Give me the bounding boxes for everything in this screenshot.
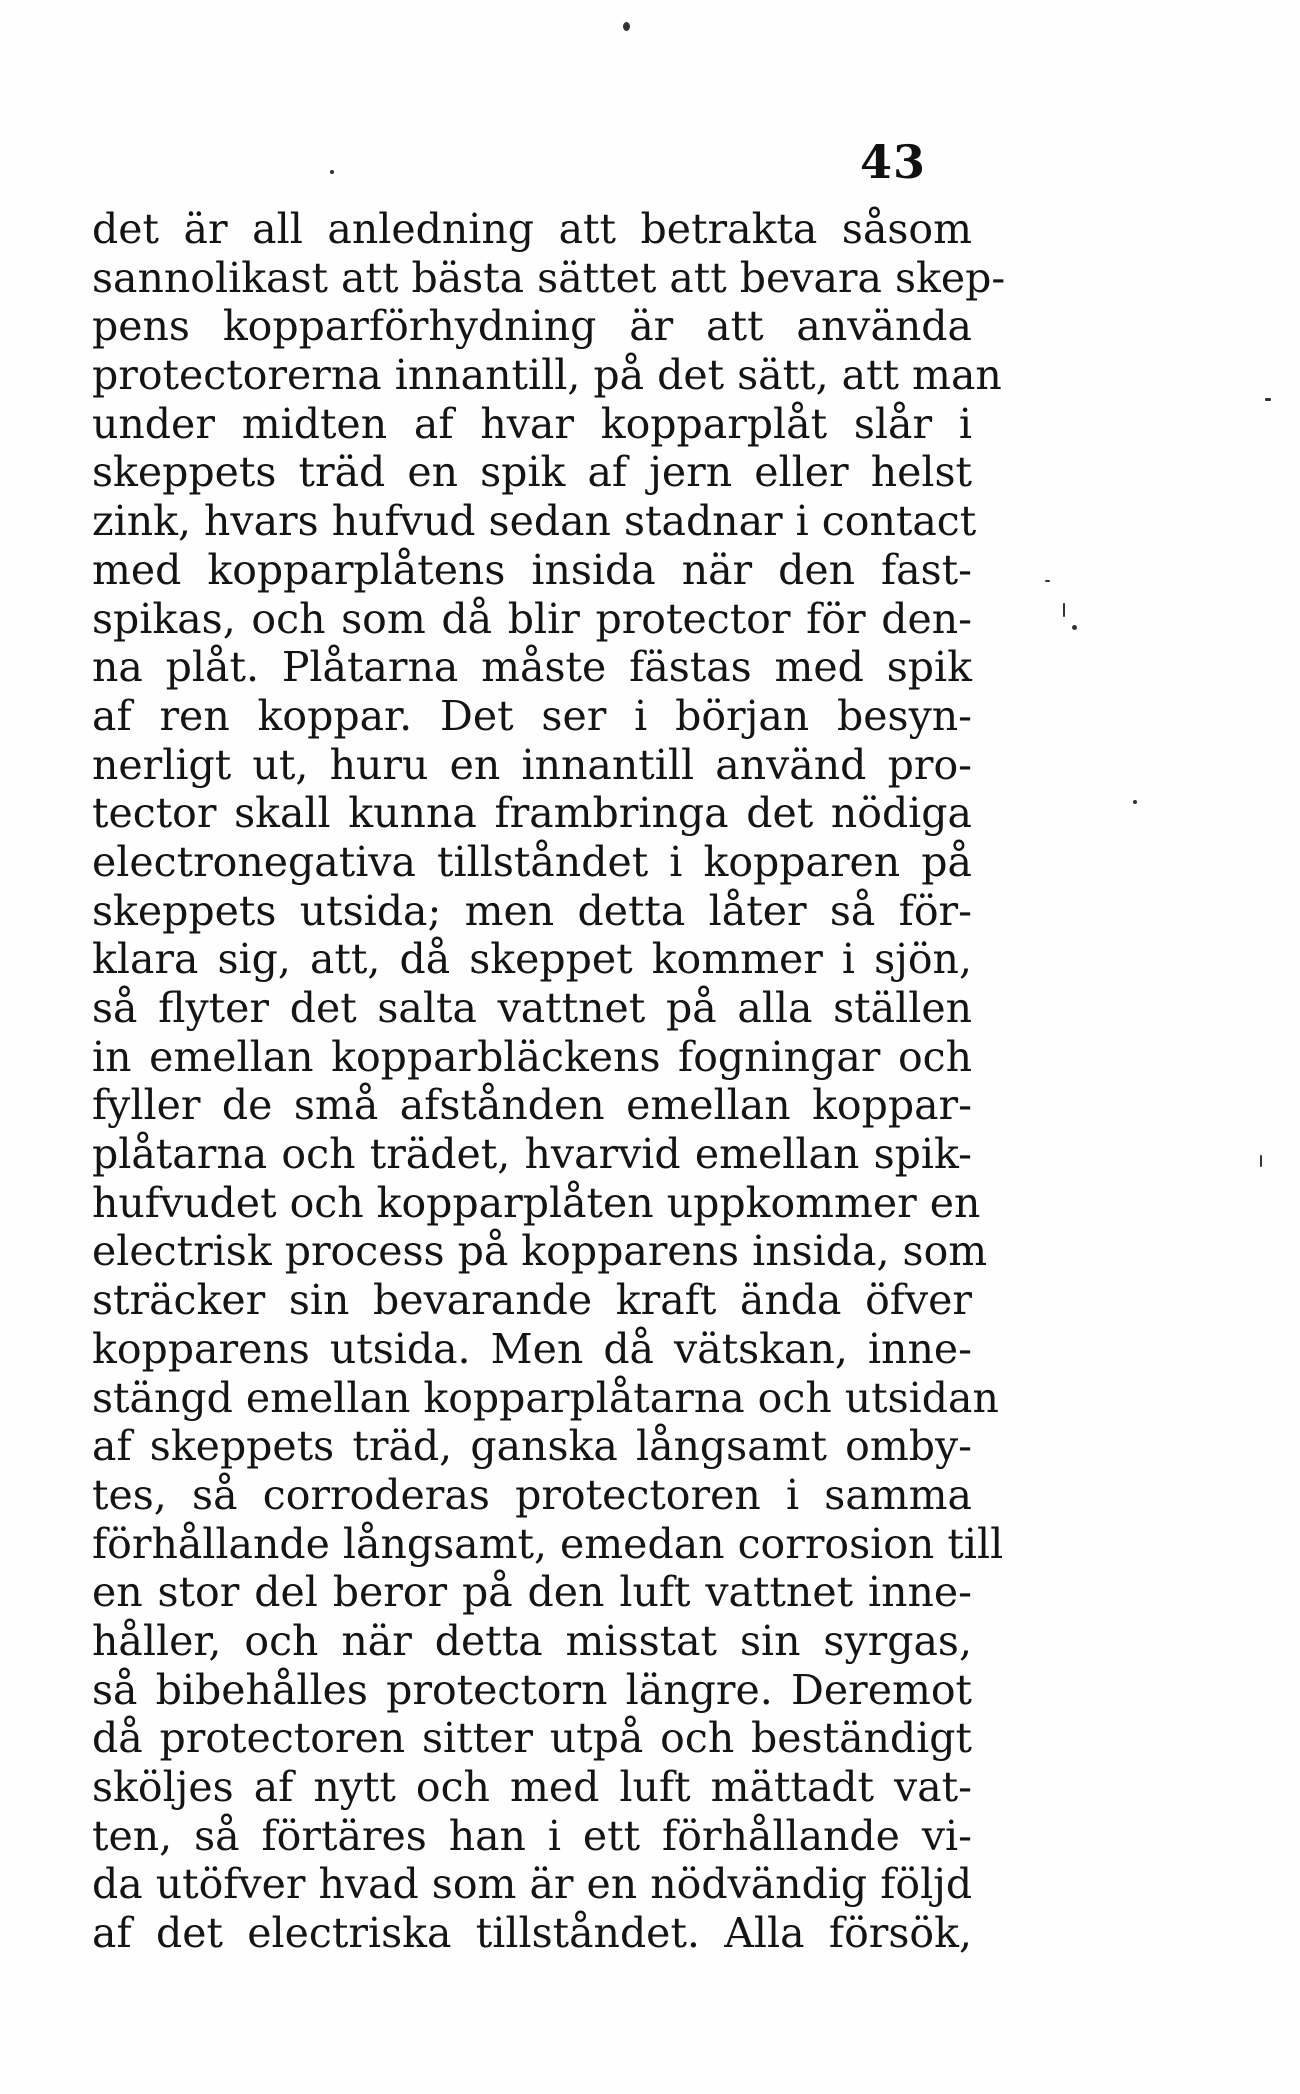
text-line: af det electriska tillståndet. Alla försök, bbox=[92, 1909, 972, 1958]
body-text bbox=[92, 205, 1006, 1958]
ink-speck bbox=[1265, 398, 1271, 401]
ink-speck bbox=[1133, 800, 1137, 804]
text-line: tector skall kunna frambringa det nödiga bbox=[92, 789, 972, 838]
text-line: in emellan kopparbläckens fogningar och bbox=[92, 1032, 972, 1081]
text-line: en stor del beror på den luft vattnet inne- bbox=[92, 1568, 972, 1617]
ink-speck bbox=[1045, 580, 1050, 582]
text-line: under midten af hvar kopparplåt slår i bbox=[92, 399, 972, 448]
text-line: protectorerna innantill, på det sätt, att man bbox=[92, 351, 1002, 400]
ink-speck bbox=[623, 22, 630, 31]
text-line: så flyter det salta vattnet på alla ställen bbox=[92, 984, 972, 1032]
ink-speck bbox=[1063, 603, 1065, 617]
text-line: klara sig, att, då skeppet kommer i sjön, bbox=[92, 935, 972, 984]
text-line: nerligt ut, huru en innantill använd pro- bbox=[92, 740, 972, 789]
text-line: tes, så corroderas protectoren i samma bbox=[92, 1470, 972, 1519]
text-line: ten, så förtäres han i ett förhållande vi- bbox=[92, 1811, 972, 1860]
text-line: af skeppets träd, ganska långsamt omby- bbox=[92, 1422, 972, 1471]
ink-speck bbox=[1260, 1155, 1262, 1167]
text-line: stängd emellan kopparplåtarna och utsidan bbox=[92, 1373, 999, 1422]
text-line: skeppets utsida; men detta låter så för- bbox=[92, 886, 972, 935]
text-line: fyller de små afstånden emellan koppar- bbox=[92, 1081, 972, 1130]
text-line: kopparens utsida. Men då vätskan, inne- bbox=[92, 1324, 972, 1373]
ink-speck bbox=[1072, 625, 1077, 630]
text-line: na plåt. Plåtarna måste fästas med spik bbox=[92, 643, 972, 692]
text-line: skeppets träd en spik af jern eller helst bbox=[92, 448, 972, 497]
text-line: spikas, och som då blir protector för den- bbox=[92, 594, 972, 643]
text-line: zink, hvars hufvud sedan stadnar i contact bbox=[92, 497, 977, 546]
ink-speck bbox=[330, 170, 334, 174]
text-line: då protectoren sitter utpå och beständigt bbox=[92, 1714, 972, 1763]
text-line: electronegativa tillståndet i kopparen på bbox=[92, 837, 972, 886]
text-line: det är all anledning att betrakta såsom bbox=[92, 205, 972, 253]
text-line: med kopparplåtens insida när den fast- bbox=[92, 545, 972, 594]
text-line: af ren koppar. Det ser i början besyn- bbox=[92, 691, 972, 740]
text-line: sannolikast att bästa sättet att bevara skep- bbox=[92, 253, 1006, 302]
text-line: sträcker sin bevarande kraft ända öfver bbox=[92, 1276, 972, 1325]
text-line: håller, och när detta misstat sin syrgas, bbox=[92, 1616, 972, 1665]
text-line: pens kopparförhydning är att använda bbox=[92, 302, 972, 351]
text-line: sköljes af nytt och med luft mättadt vat- bbox=[92, 1763, 972, 1811]
text-line: så bibehålles protectorn längre. Deremot bbox=[92, 1665, 972, 1714]
text-line: hufvudet och kopparplåten uppkommer en bbox=[92, 1178, 981, 1227]
text-line: plåtarna och trädet, hvarvid emellan spik- bbox=[92, 1130, 972, 1179]
page-number: 43 bbox=[860, 135, 927, 189]
text-line: förhållande långsamt, emedan corrosion till bbox=[92, 1519, 1004, 1568]
text-line: electrisk process på kopparens insida, som bbox=[92, 1227, 988, 1276]
text-line: da utöfver hvad som är en nödvändig följd bbox=[92, 1860, 973, 1909]
